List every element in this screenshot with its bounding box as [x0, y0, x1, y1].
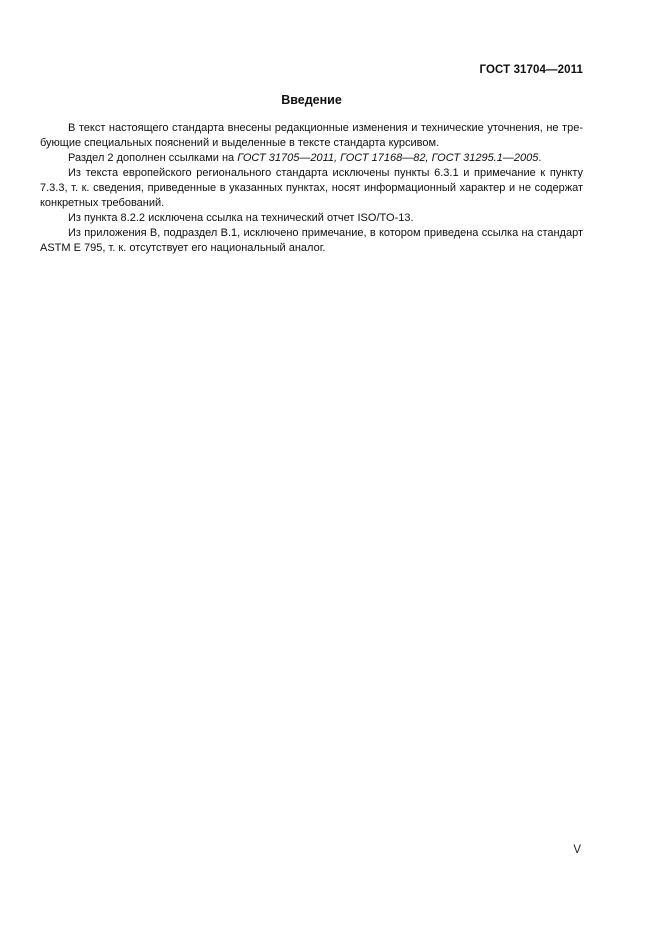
paragraph-text: Раздел 2 дополнен ссылками на — [68, 152, 238, 164]
paragraph — [40, 166, 583, 211]
paragraph — [40, 121, 583, 151]
paragraph-text: Из приложения В, подраздел В.1, исключено примечание, в котором приведена ссылка на стандарт ASTM E 795, т. к. отсутствует его национальный аналог. — [40, 227, 583, 254]
paragraph-text: В текст настоящего стандарта внесены редакционные изменения и технические уточнения, не требующие специальных пояснений и выделенные в тексте стандарта курсивом. — [40, 122, 583, 149]
page-number: V — [573, 844, 581, 856]
standard-code-header: ГОСТ 31704—2011 — [479, 64, 583, 76]
paragraph — [40, 226, 583, 256]
paragraph-text: . — [538, 152, 542, 164]
paragraph-text: Из пункта 8.2.2 исключена ссылка на технический отчет ISO/TO-13. — [68, 212, 414, 224]
paragraph — [40, 151, 583, 166]
paragraph-text: Из текста европейского регионального стандарта исключены пункты 6.3.1 и примечание к пункту 7.3.3, т. к. сведения, приведенные в указанных пунктах, носят информационный характер и не содержат конкретных требований. — [40, 167, 583, 209]
referenced-standards-text: ГОСТ 31705—2011, ГОСТ 17168—82, ГОСТ 31295.1—2005 — [237, 152, 539, 164]
page-title: Введение — [281, 93, 342, 107]
paragraph — [40, 211, 583, 226]
introduction-text — [40, 121, 583, 256]
